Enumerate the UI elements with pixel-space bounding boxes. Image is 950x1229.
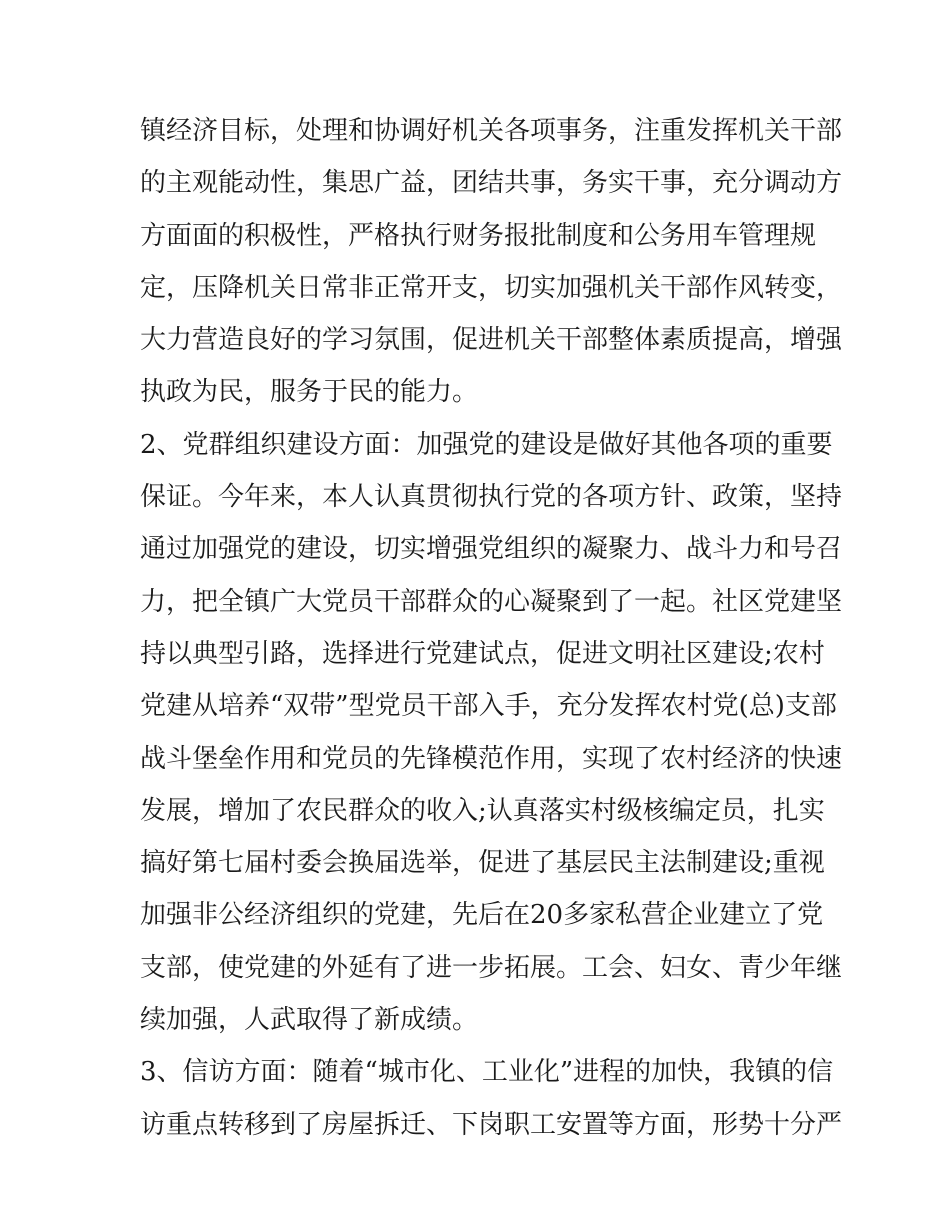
text-line: 镇经济目标，处理和协调好机关各项事务，注重发挥机关干部 xyxy=(140,116,843,146)
text-line: 持以典型引路，选择进行党建试点，促进文明社区建设;农村 xyxy=(140,638,825,669)
body-text xyxy=(140,108,843,1154)
text-line: 力，把全镇广大党员干部群众的心凝聚到了一起。社区党建坚 xyxy=(140,586,843,617)
text-line: 续加强，人武取得了新成绩。 xyxy=(140,1005,479,1036)
text-line: 的主观能动性，集思广益，团结共事，务实干事，充分调动方 xyxy=(140,168,843,199)
text-line: 支部，使党建的外延有了进一步拓展。工会、妇女、青少年继 xyxy=(140,952,843,983)
text-line: 发展，增加了农民群众的收入;认真落实村级核编定员，扎实 xyxy=(140,795,825,826)
text-line: 3、信访方面：随着“城市化、工业化”进程的加快，我镇的信 xyxy=(140,1057,834,1088)
text-line: 执政为民，服务于民的能力。 xyxy=(140,377,479,408)
text-line: 定，压降机关日常非正常开支，切实加强机关干部作风转变， xyxy=(140,272,843,303)
text-line: 大力营造良好的学习氛围，促进机关干部整体素质提高，增强 xyxy=(140,325,843,356)
text-line: 战斗堡垒作用和党员的先锋模范作用，实现了农村经济的快速 xyxy=(140,743,843,774)
text-line: 通过加强党的建设，切实增强党组织的凝聚力、战斗力和号召 xyxy=(140,534,843,565)
text-line: 2、党群组织建设方面：加强党的建设是做好其他各项的重要 xyxy=(140,429,833,460)
text-line: 方面面的积极性，严格执行财务报批制度和公务用车管理规 xyxy=(140,220,817,251)
text-line: 保证。今年来，本人认真贯彻执行党的各项方针、政策，坚持 xyxy=(140,482,843,513)
text-line: 党建从培养“双带”型党员干部入手，充分发挥农村党(总)支部 xyxy=(140,691,837,722)
text-line: 访重点转移到了房屋拆迁、下岗职工安置等方面，形势十分严 xyxy=(140,1109,843,1140)
text-line: 加强非公经济组织的党建，先后在20多家私营企业建立了党 xyxy=(140,900,824,931)
text-line: 搞好第七届村委会换届选举，促进了基层民主法制建设;重视 xyxy=(140,848,825,879)
